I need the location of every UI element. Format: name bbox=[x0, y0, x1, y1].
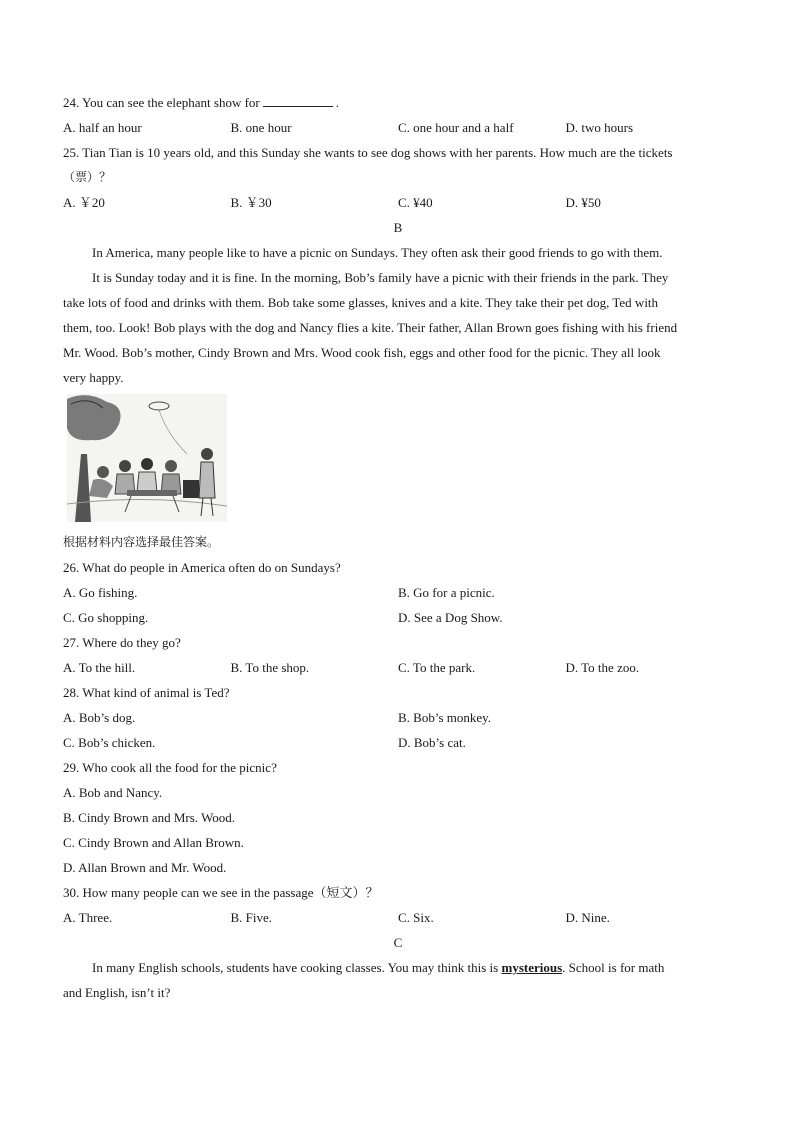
option-a: A. ￥20 bbox=[63, 195, 105, 210]
section-b-heading: B bbox=[393, 220, 403, 235]
instruction: 根据材料内容选择最佳答案。 bbox=[63, 535, 220, 549]
question-30-stem: 30. How many people can we see in the passage（短文）？ bbox=[63, 885, 379, 900]
option-a: A. To the hill. bbox=[63, 660, 136, 675]
passage-c-line: In many English schools, students have cooking classes. You may think this is mysterious. School is for math bbox=[92, 960, 665, 975]
option-a: A. Three. bbox=[63, 910, 113, 925]
option-b: B. Five. bbox=[230, 910, 273, 925]
option-d: D. To the zoo. bbox=[565, 660, 640, 675]
option-c: C. one hour and a half bbox=[398, 120, 514, 135]
section-c-heading: C bbox=[393, 935, 403, 950]
option-d: D. ¥50 bbox=[565, 195, 601, 210]
question-24-stem: 24. You can see the elephant show for . bbox=[63, 90, 733, 115]
option-d: D. Nine. bbox=[565, 910, 610, 925]
question-29-stem: 29. Who cook all the food for the picnic? bbox=[63, 760, 277, 775]
picnic-illustration bbox=[67, 394, 227, 522]
question-25-stem-cont: （票）？ bbox=[63, 170, 112, 184]
passage-b-line: Mr. Wood. Bob’s mother, Cindy Brown and Mrs. Wood cook fish, eggs and other food for the picnic. They all look bbox=[63, 345, 661, 360]
option-d: D. See a Dog Show. bbox=[398, 610, 503, 625]
option-c: C. Bob’s chicken. bbox=[63, 735, 156, 750]
question-28-stem: 28. What kind of animal is Ted? bbox=[63, 685, 230, 700]
option-b: B. To the shop. bbox=[230, 660, 310, 675]
passage-c-line: and English, isn’t it? bbox=[63, 985, 171, 1000]
answer-blank bbox=[263, 92, 333, 107]
question-26-stem: 26. What do people in America often do on Sundays? bbox=[63, 560, 341, 575]
option-c: C. Cindy Brown and Allan Brown. bbox=[63, 835, 244, 850]
option-b: B. ￥30 bbox=[230, 195, 272, 210]
question-25-stem: 25. Tian Tian is 10 years old, and this Sunday she wants to see dog shows with her parents. How much are the tickets bbox=[63, 145, 673, 160]
option-c: C. ¥40 bbox=[398, 195, 433, 210]
passage-b-line: them, too. Look! Bob plays with the dog and Nancy flies a kite. Their father, Allan Brown goes fishing with his friend bbox=[63, 320, 678, 335]
question-25-options bbox=[63, 190, 733, 215]
option-a: A. Go fishing. bbox=[63, 585, 138, 600]
option-d: D. Bob’s cat. bbox=[398, 735, 466, 750]
passage-b-line: take lots of food and drinks with them. Bob take some glasses, knives and a kite. They take their pet dog, Ted with bbox=[63, 295, 659, 310]
question-27-stem: 27. Where do they go? bbox=[63, 635, 181, 650]
question-27-options bbox=[63, 655, 733, 680]
keyword-mysterious: mysterious bbox=[501, 960, 563, 975]
option-b: B. Go for a picnic. bbox=[398, 585, 495, 600]
passage-b-line: very happy. bbox=[63, 370, 124, 385]
option-c: C. To the park. bbox=[398, 660, 476, 675]
option-d: D. Allan Brown and Mr. Wood. bbox=[63, 860, 227, 875]
option-b: B. Bob’s monkey. bbox=[398, 710, 492, 725]
question-24-options bbox=[63, 115, 733, 140]
passage-b-line: It is Sunday today and it is fine. In the morning, Bob’s family have a picnic with their friends in the park. They bbox=[92, 270, 669, 285]
question-28-options-row-1 bbox=[63, 705, 733, 730]
option-a: A. Bob’s dog. bbox=[63, 710, 136, 725]
option-a: A. half an hour bbox=[63, 120, 142, 135]
option-d: D. two hours bbox=[565, 120, 634, 135]
option-c: C. Go shopping. bbox=[63, 610, 149, 625]
question-30-options bbox=[63, 905, 733, 930]
option-b: B. one hour bbox=[230, 120, 292, 135]
question-26-options-row-2 bbox=[63, 605, 733, 630]
option-a: A. Bob and Nancy. bbox=[63, 785, 163, 800]
question-26-options-row-1 bbox=[63, 580, 733, 605]
question-28-options-row-2 bbox=[63, 730, 733, 755]
option-c: C. Six. bbox=[398, 910, 434, 925]
worksheet-page bbox=[63, 90, 733, 1005]
passage-b-paragraph-1: In America, many people like to have a picnic on Sundays. They often ask their good friends to go with them. bbox=[92, 245, 663, 260]
option-b: B. Cindy Brown and Mrs. Wood. bbox=[63, 810, 236, 825]
